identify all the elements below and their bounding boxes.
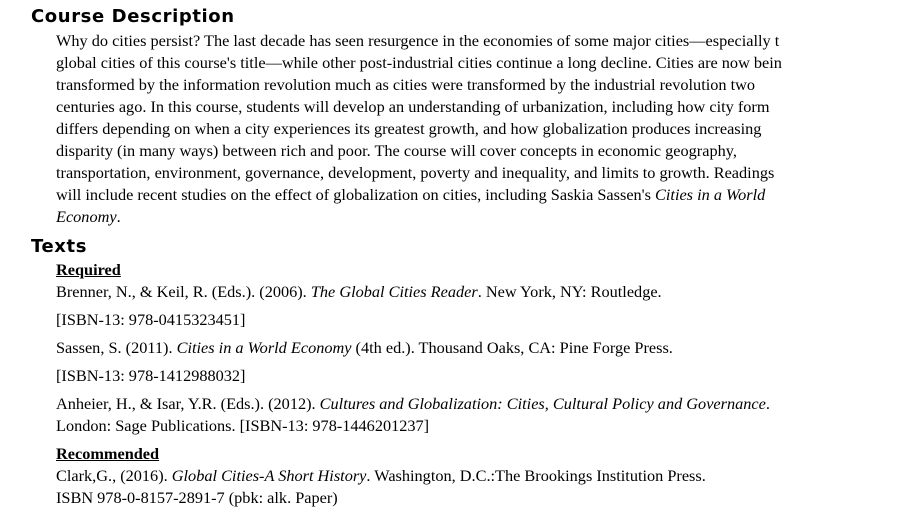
recommended-subheading: Recommended <box>56 444 160 463</box>
citation-publisher: . Washington, D.C.:The Brookings Institution Press. <box>366 466 706 485</box>
description-line-end: . <box>116 207 121 226</box>
citation-title: The Global Cities Reader <box>310 282 478 301</box>
description-line: Why do cities persist? The last decade has seen resurgence in the economies of some major cities—especially t <box>56 31 780 50</box>
citation-title: Cities in a World Economy <box>176 338 352 357</box>
citation-publisher: (4th ed.). Thousand Oaks, CA: Pine Forge Press. <box>351 338 673 357</box>
description-line <box>56 184 897 206</box>
citation-publisher: . <box>765 394 770 413</box>
reference-citation <box>56 337 897 359</box>
reference-isbn: [ISBN-13: 978-1412988032] <box>56 366 246 385</box>
citation-authors: Brenner, N., & Keil, R. (Eds.). (2006). <box>56 282 311 301</box>
book-title-italic: Cities in a World <box>655 185 766 204</box>
reference-citation <box>56 393 897 415</box>
reference-isbn: London: Sage Publications. [ISBN-13: 978-1446201237] <box>56 416 430 435</box>
description-line: differs depending on when a city experiences its greatest growth, and how globalization produces increasing <box>56 119 762 138</box>
reference-citation <box>56 465 897 487</box>
reference-isbn: [ISBN-13: 978-0415323451] <box>56 310 246 329</box>
description-line: centuries ago. In this course, students will develop an understanding of urbanization, including how city form <box>56 97 770 116</box>
reference-isbn: ISBN 978-0-8157-2891-7 (pbk: alk. Paper) <box>56 488 338 507</box>
reference-citation <box>56 281 897 303</box>
description-line: global cities of this course's title—while other post-industrial cities continue a long decline. Cities are now bein <box>56 53 782 72</box>
citation-authors: Anheier, H., & Isar, Y.R. (Eds.). (2012). <box>56 394 320 413</box>
texts-section <box>56 259 897 509</box>
citation-title: Cultures and Globalization: Cities, Cultural Policy and Governance <box>319 394 766 413</box>
description-line-text: will include recent studies on the effect of globalization on cities, including Saskia Sassen's <box>56 185 656 204</box>
description-line: disparity (in many ways) between rich and poor. The course will cover concepts in economic geography, <box>56 141 737 160</box>
book-title-italic: Economy <box>56 207 117 226</box>
required-subheading: Required <box>56 260 121 279</box>
texts-heading: Texts <box>31 236 88 257</box>
course-description-paragraph <box>56 30 897 228</box>
citation-publisher: . New York, NY: Routledge. <box>477 282 662 301</box>
course-description-heading: Course Description <box>31 6 235 27</box>
description-line <box>56 206 897 228</box>
citation-authors: Clark,G., (2016). <box>56 466 172 485</box>
description-line: transportation, environment, governance, development, poverty and inequality, and limits to growth. Readings <box>56 163 775 182</box>
description-line: transformed by the information revolution much as cities were transformed by the industrial revolution two <box>56 75 756 94</box>
citation-title: Global Cities-A Short History <box>171 466 367 485</box>
citation-authors: Sassen, S. (2011). <box>56 338 177 357</box>
